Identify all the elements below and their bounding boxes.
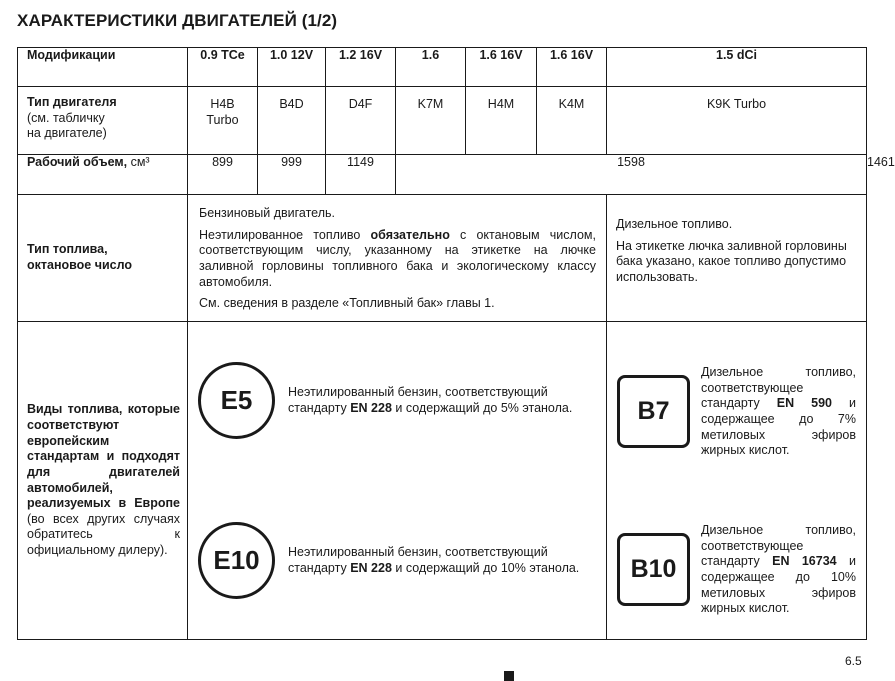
displacement-cell: 999 xyxy=(258,155,326,195)
petrol-text: с октановым числом, соответствующим числу, указанному на этикетке на лючке заливной горловины топливного бака и экологическому классу автомобиля. xyxy=(199,227,596,289)
header-col: 1.6 xyxy=(396,48,466,87)
engine-code-suffix: Turbo xyxy=(206,112,239,127)
diesel-fuel-cell xyxy=(607,195,867,322)
e10-description xyxy=(288,545,579,576)
engine-type-label-note: (см. табличку xyxy=(27,110,105,125)
engine-type-cell xyxy=(188,87,258,155)
b7-description xyxy=(701,365,856,459)
e10-text-part: и содержащий до 10% этанола. xyxy=(391,560,580,575)
header-col: 0.9 TCe xyxy=(188,48,258,87)
engine-type-label xyxy=(18,87,188,155)
diesel-kinds-cell xyxy=(607,322,867,640)
b10-badge-icon: B10 xyxy=(617,533,690,606)
e5-description xyxy=(288,385,572,416)
engine-type-label-note: на двигателе) xyxy=(27,126,107,141)
engine-type-row xyxy=(18,87,867,155)
e10-block xyxy=(198,522,579,599)
displacement-label xyxy=(18,155,188,195)
fuel-kinds-label xyxy=(18,322,188,640)
engine-type-cell: B4D xyxy=(258,87,326,155)
b10-description xyxy=(701,523,856,617)
displacement-cell: 1598 xyxy=(396,155,867,195)
petrol-text-bold: обязательно xyxy=(370,227,450,242)
petrol-fuel-cell xyxy=(188,195,607,322)
engine-type-cell: K7M xyxy=(396,87,466,155)
engine-type-cell: D4F xyxy=(326,87,396,155)
b7-block xyxy=(617,365,856,459)
engine-code: H4B xyxy=(210,97,235,111)
engine-type-cell: H4M xyxy=(466,87,537,155)
diesel-intro: Дизельное топливо. xyxy=(616,217,733,231)
engine-specs-table xyxy=(17,47,895,640)
fuel-type-row xyxy=(18,195,867,322)
engine-type-cell: K4M xyxy=(537,87,607,155)
petrol-intro: Бензиновый двигатель. xyxy=(199,206,335,220)
e10-text xyxy=(288,561,579,577)
e5-standard: EN 228 xyxy=(350,400,392,415)
b10-text-part: Дизельное топливо, соответствующее стандарту xyxy=(701,523,856,569)
displacement-cell: 899 xyxy=(188,155,258,195)
b10-block xyxy=(617,523,856,617)
fuel-kinds-label-title: Виды топлива, которые соответствуют европейским стандартам и подходят для двигателей автомобилей, реализуемых в Европе xyxy=(27,402,180,511)
page-title: ХАРАКТЕРИСТИКИ ДВИГАТЕЛЕЙ (1/2) xyxy=(17,11,338,30)
header-col: 1.5 dCi xyxy=(607,48,867,87)
b7-standard: EN 590 xyxy=(776,396,832,411)
petrol-reference: См. сведения в разделе «Топливный бак» главы 1. xyxy=(199,296,495,311)
header-col: 1.6 16V xyxy=(466,48,537,87)
header-col: 1.0 12V xyxy=(258,48,326,87)
e5-text: Неэтилированный бензин, соответствующий xyxy=(288,384,548,399)
displacement-row: Рабочий объем, см³ 899 999 1149 1598 1461 xyxy=(18,155,867,195)
page-number: 6.5 xyxy=(845,654,862,668)
b10-standard: EN 16734 xyxy=(772,554,837,569)
fuel-kinds-label-note: (во всех других случаях обратитесь к официальному дилеру). xyxy=(27,511,180,557)
table-header-row xyxy=(18,48,867,87)
displacement-cell: 1149 xyxy=(326,155,396,195)
engine-type-cell: K9K Turbo xyxy=(607,87,867,155)
engine-type-label-title: Тип двигателя xyxy=(27,95,117,109)
fuel-type-label-line: октановое число xyxy=(27,258,133,272)
page-marker-square xyxy=(504,671,514,681)
b10-text-part: и содержащее до 10% метиловых эфиров жирных кислот. xyxy=(701,554,856,616)
displacement-label-title: Рабочий объем, xyxy=(27,155,128,169)
e10-text: Неэтилированный бензин, соответствующий xyxy=(288,544,548,559)
header-label: Модификации xyxy=(18,48,188,87)
e5-text-part: стандарту xyxy=(288,400,351,415)
fuel-type-label xyxy=(18,195,188,322)
petrol-text: Неэтилированное топливо xyxy=(199,227,371,242)
e5-text-part: и содержащий до 5% этанола. xyxy=(391,400,573,415)
petrol-kinds-cell xyxy=(188,322,607,640)
fuel-kinds-row xyxy=(18,322,867,640)
e5-text xyxy=(288,401,572,417)
b7-badge-icon: B7 xyxy=(617,375,690,448)
diesel-description: На этикетке лючка заливной горловины бака указано, какое топливо допустимо использовать. xyxy=(616,238,847,284)
displacement-unit: см³ xyxy=(130,155,150,169)
e10-badge-icon: E10 xyxy=(198,522,275,599)
fuel-type-label-line: Тип топлива, xyxy=(27,242,108,257)
e5-block xyxy=(198,362,572,439)
e10-text-part: стандарту xyxy=(288,560,351,575)
petrol-description xyxy=(199,228,596,291)
e5-badge-icon: E5 xyxy=(198,362,275,439)
b7-text-part: Дизельное топливо, соответствующее стандарту xyxy=(701,365,856,411)
header-col: 1.2 16V xyxy=(326,48,396,87)
b7-text-part: и содержащее до 7% метиловых эфиров жирных кислот. xyxy=(701,396,856,458)
header-col: 1.6 16V xyxy=(537,48,607,87)
e10-standard: EN 228 xyxy=(350,560,392,575)
